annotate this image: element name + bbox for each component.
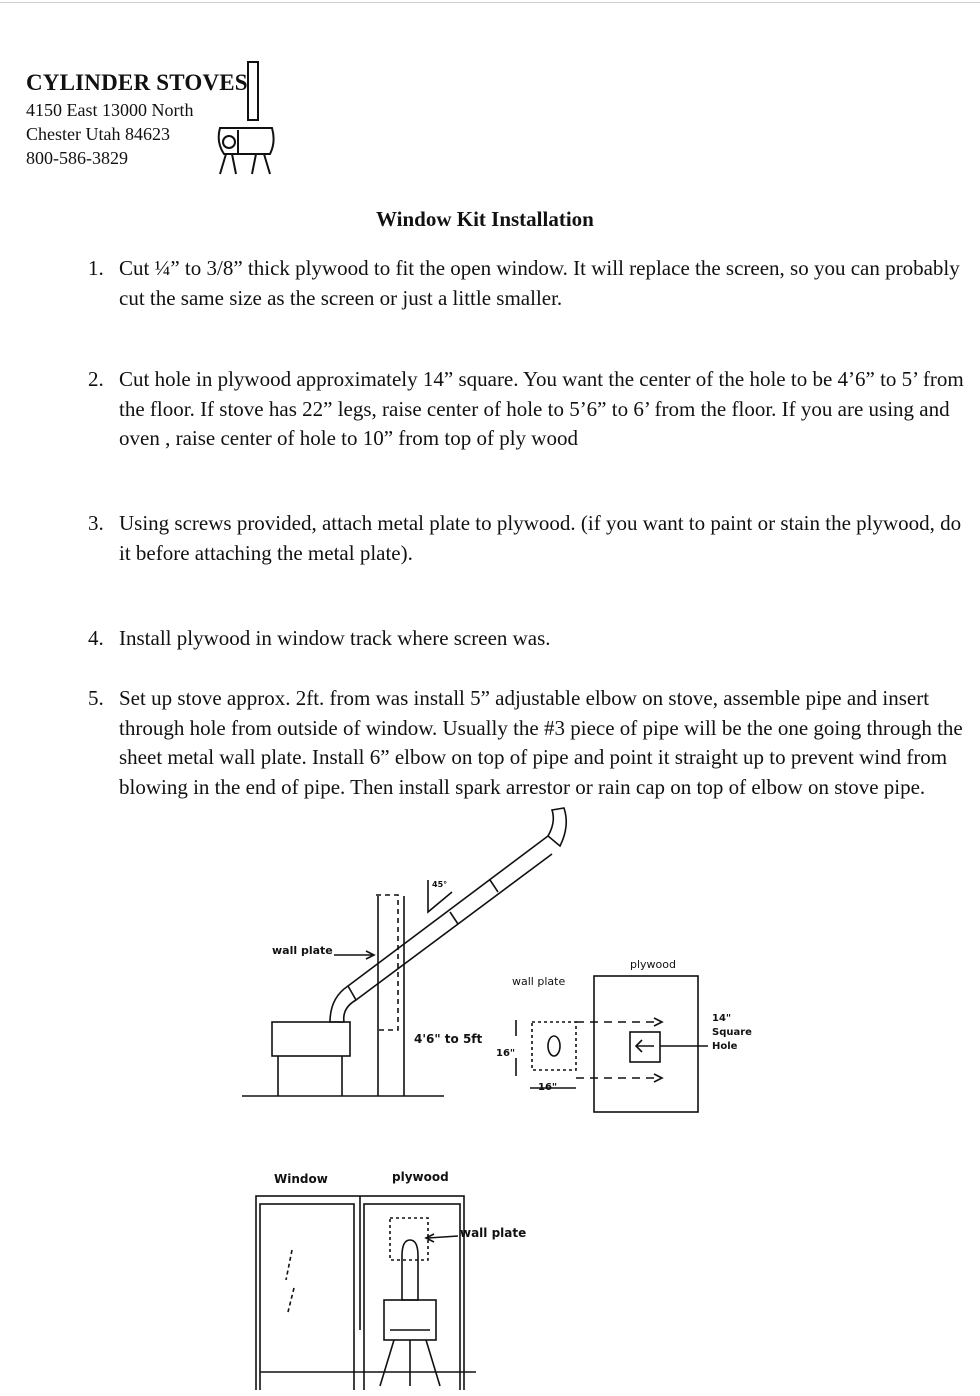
step-number: 5. [88,686,104,710]
step-number: 2. [88,367,104,391]
company-name: CYLINDER STOVES [26,70,248,95]
stove-logo-icon [212,58,278,176]
page-top-edge [0,2,980,3]
step-text: Cut hole in plywood approximately 14” square. You want the center of the hole to be 4’6” to 5’ from the floor. If stove has 22” legs, raise center of hole to 5’6” to 6’ from the floor. If you are using and oven , raise center of hole to 10” from top of ply wood [119,367,964,450]
square-hole-word2: Hole [712,1041,738,1052]
square-hole-label [712,1012,752,1054]
square-hole-word1: Square [712,1027,752,1038]
square-hole-size: 14" [712,1013,732,1024]
step-number: 4. [88,626,104,650]
step-text: Set up stove approx. 2ft. from was install 5” adjustable elbow on stove, assemble pipe and insert through hole from outside of window. Usually the #3 piece of pipe will be the one going through the sheet metal wall plate. Install 6” elbow on top of pipe and point it straight up to prevent wind from blowing in the end of pipe. Then install spark arrestor or rain cap on top of elbow on stove pipe. [119,686,963,799]
step-text: Using screws provided, attach metal plate to plywood. (if you want to paint or stain the plywood, do it before attaching the metal plate). [119,511,962,565]
window-plywood-label: plywood [392,1170,449,1184]
window-wall-plate-label: wall plate [460,1226,527,1240]
page-title: Window Kit Installation [376,207,594,231]
plywood-label: plywood [630,958,676,971]
wall-plate-front-label: wall plate [512,975,566,988]
angle-label: 45° [432,880,448,889]
company-address-line1: 4150 East 13000 North [26,100,194,120]
diagram-drawing [230,800,770,1390]
step-text: Install plywood in window track where screen was. [119,626,551,650]
company-address-line2: Chester Utah 84623 [26,124,170,144]
step-number: 3. [88,511,104,535]
window-label: Window [274,1172,328,1186]
height-label: 4'6" to 5ft [414,1032,483,1046]
wall-plate-label: wall plate [272,944,333,957]
installation-diagram [230,800,770,1390]
wall-plate-side-dimension: 16" [496,1048,516,1059]
company-phone: 800-586-3829 [26,148,128,168]
step-text: Cut ¼” to 3/8” thick plywood to fit the open window. It will replace the screen, so you can probably cut the same size as the screen or just a little smaller. [119,256,960,310]
step-number: 1. [88,256,104,280]
wall-plate-bottom-dimension: 16" [538,1082,558,1093]
